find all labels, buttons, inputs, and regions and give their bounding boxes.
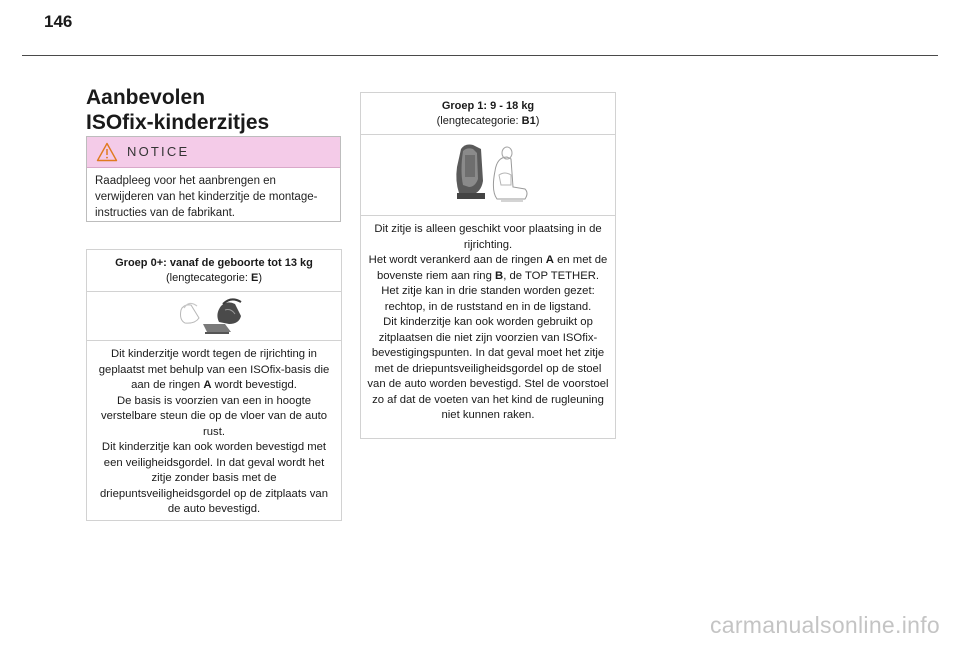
infant-carrier-icon — [175, 296, 255, 336]
notice-header — [87, 137, 340, 168]
group-0-card — [86, 249, 342, 521]
page-number: 146 — [44, 12, 73, 31]
group-1-paragraph-1: Dit zitje is alleen geschikt voor plaatsing in de rijrichting. — [374, 223, 602, 251]
page-title-line-1: Aanbevolen — [86, 86, 206, 109]
group-0-paragraph-1: Dit kinderzitje wordt tegen de rijrichting in geplaatst met behulp van een ISOfix-basis die aan de ringen A wordt bevestigd. — [98, 348, 330, 391]
group-1-category: (lengtecategorie: B1) — [436, 115, 540, 127]
child-seat-icon — [451, 141, 531, 211]
group-1-paragraph-3: Het zitje kan in drie standen worden gezet: rechtop, in de ruststand en in de ligstand. — [381, 285, 595, 313]
group-1-description — [361, 216, 615, 430]
warning-icon — [96, 142, 118, 162]
group-1-title: Groep 1: 9 - 18 kg — [441, 100, 535, 112]
group-0-paragraph-2: De basis is voorzien van een in hoogte verstelbare steun die op de vloer van de auto rust. — [100, 394, 328, 438]
watermark: carmanualsonline.info — [709, 612, 940, 638]
page-title — [86, 85, 356, 135]
group-0-title: Groep 0+: vanaf de geboorte tot 13 kg — [115, 257, 313, 269]
group-0-paragraph-3: Dit kinderzitje kan ook worden bevestigd met een veiligheidsgordel. In dat geval wordt het zitje zonder basis met de driepuntsveiligheidsgordel op de zitplaats van de auto bevestigd. — [100, 441, 328, 515]
group-1-header — [361, 93, 615, 135]
group-0-category: (lengtecategorie: E) — [165, 272, 262, 284]
page-title-line-2: ISOfix-kinderzitjes — [86, 111, 270, 134]
notice-title: NOTICE — [127, 144, 190, 159]
notice-box — [86, 136, 341, 222]
group-1-illustration — [361, 135, 615, 216]
header-divider — [22, 55, 938, 56]
group-0-illustration — [87, 292, 341, 341]
group-1-paragraph-4: Dit kinderzitje kan ook worden gebruikt op zitplaatsen die niet zijn voorzien van ISOfix-bevestigingspunten. In dat geval moet het zitje met de driepuntsveiligheidsgordel op de stoel van de auto worden bevestigd. Stel de voorstoel zo af dat de voeten van het kind de rugleuning niet kunnen raken. — [367, 316, 609, 421]
group-0-header — [87, 250, 341, 292]
group-1-card — [360, 92, 616, 439]
notice-text: Raadpleeg voor het aanbrengen en verwijderen van het kinderzitje de montage-instructies van de fabrikant. — [95, 175, 318, 219]
group-0-description — [87, 341, 341, 524]
group-1-paragraph-2: Het wordt verankerd aan de ringen A en met de bovenste riem aan ring B, de TOP TETHER. — [368, 254, 608, 282]
